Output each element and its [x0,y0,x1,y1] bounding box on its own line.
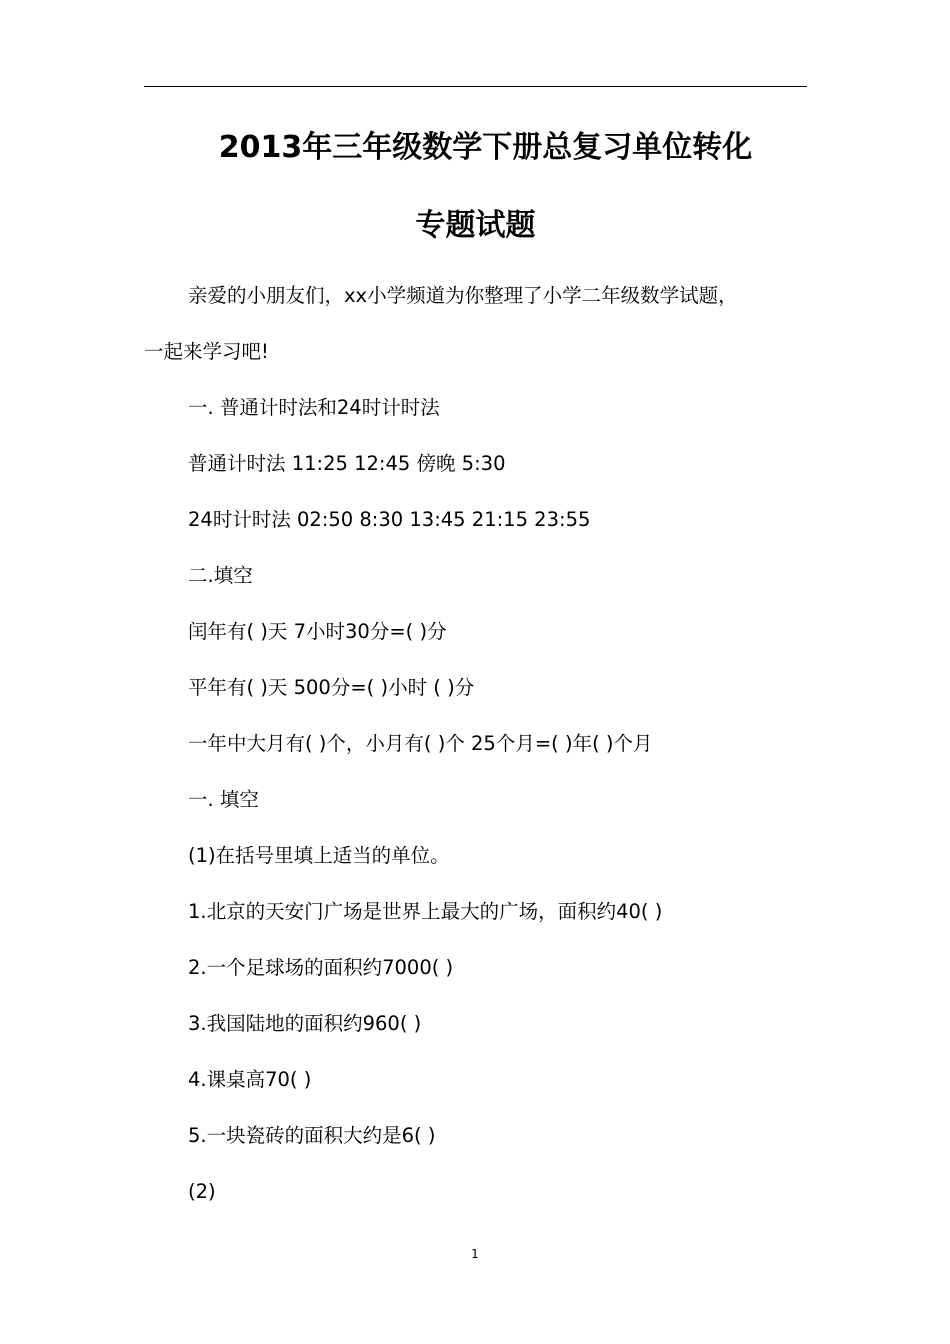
section-heading: 一. 普通计时法和24时计时法 [188,396,440,419]
question-line: 1.北京的天安门广场是世界上最大的广场，面积约40( ) [188,900,663,923]
document-title-line1: 2013年三年级数学下册总复习单位转化 [218,130,753,165]
page-number: 1 [471,1247,479,1261]
question-line: 一年中大月有( )个，小月有( )个 25个月=( )年( )个月 [188,732,653,755]
document-title-line2: 专题试题 [415,208,536,243]
question-line: 3.我国陆地的面积约960( ) [188,1012,422,1035]
section-heading: 二.填空 [188,564,253,587]
text-line: 普通计时法 11:25 12:45 傍晚 5:30 [188,452,506,475]
question-line: 5.一块瓷砖的面积大约是6( ) [188,1124,436,1147]
subsection-heading: (2) [188,1180,216,1203]
header-rule [144,86,807,87]
question-line: 2.一个足球场的面积约7000( ) [188,956,454,979]
intro-paragraph-line2: 一起来学习吧! [144,340,269,363]
question-line: 4.课桌高70( ) [188,1068,312,1091]
subsection-heading: (1)在括号里填上适当的单位。 [188,844,450,867]
intro-paragraph-line1: 亲爱的小朋友们，xx小学频道为你整理了小学二年级数学试题， [188,284,738,307]
question-line: 闰年有( )天 7小时30分=( )分 [188,620,447,643]
text-line: 24时计时法 02:50 8:30 13:45 21:15 23:55 [188,508,591,531]
section-heading: 一. 填空 [188,788,259,811]
question-line: 平年有( )天 500分=( )小时 ( )分 [188,676,475,699]
